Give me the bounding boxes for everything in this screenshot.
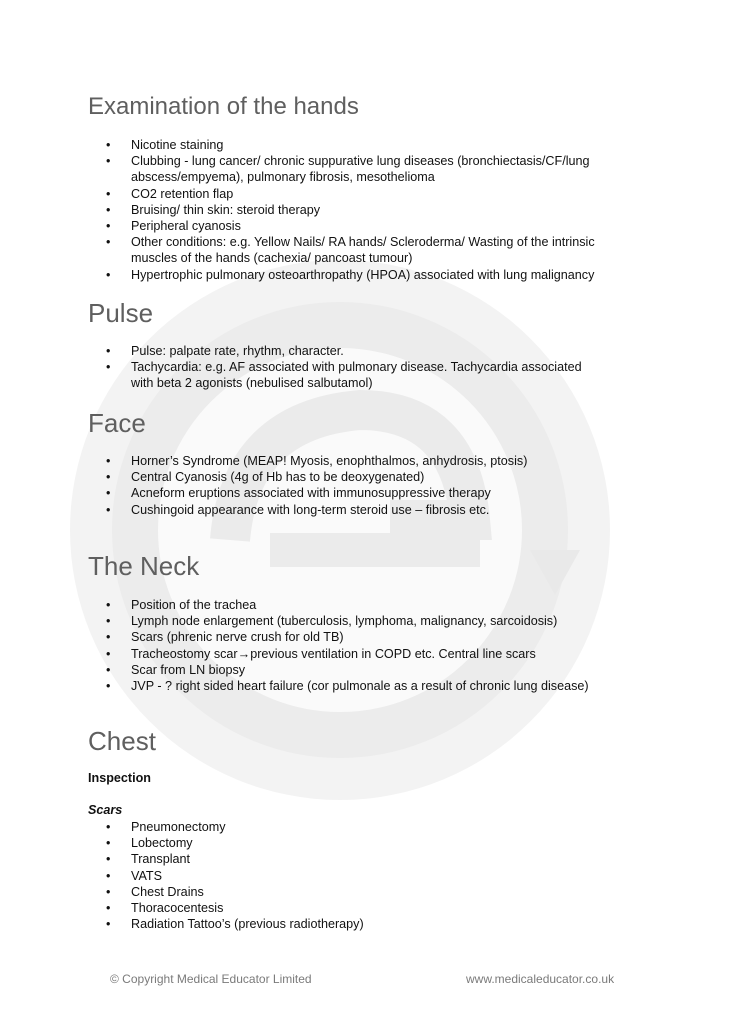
bullet: • xyxy=(106,630,111,645)
section-title-hands: Examination of the hands xyxy=(88,93,359,120)
list-item: • Radiation Tattoo’s (previous radiotherapy) xyxy=(106,917,364,932)
list-item-continuation: muscles of the hands (cachexia/ pancoast tumour) xyxy=(131,251,413,266)
section-title-chest: Chest xyxy=(88,726,156,756)
bullet: • xyxy=(106,868,111,883)
list-item: • Horner’s Syndrome (MEAP! Myosis, enophthalmos, anhydrosis, ptosis) xyxy=(106,454,528,468)
list-item: • Central Cyanosis (4g of Hb has to be deoxygenated) xyxy=(106,470,425,485)
neck-list xyxy=(0,597,640,694)
list-item: • Scar from LN biopsy xyxy=(106,662,246,677)
list-item: • CO2 retention flap xyxy=(106,186,234,201)
bullet: • xyxy=(106,901,111,916)
hands-list xyxy=(0,137,640,283)
bullet: • xyxy=(106,820,111,834)
bullet: • xyxy=(106,219,111,234)
section-title-neck: The Neck xyxy=(88,551,200,581)
list-item: • JVP - ? right sided heart failure (cor pulmonale as a result of chronic lung disease) xyxy=(106,679,589,694)
bullet: • xyxy=(106,502,111,517)
bullet: • xyxy=(106,454,111,468)
bullet: • xyxy=(106,884,111,899)
list-item: • Tracheostomy scar→previous ventilation in COPD etc. Central line scars xyxy=(106,646,536,661)
bullet: • xyxy=(106,662,111,677)
list-item: • Lobectomy xyxy=(106,836,193,851)
bullet: • xyxy=(106,235,111,250)
list-item-continuation: with beta 2 agonists (nebulised salbutamol) xyxy=(131,376,373,391)
list-item: • Pneumonectomy xyxy=(106,820,226,834)
bullet: • xyxy=(106,917,111,932)
list-item-continuation: abscess/empyema), pulmonary fibrosis, mesothelioma xyxy=(131,170,435,185)
scars-list xyxy=(0,819,640,932)
list-item: • Lymph node enlargement (tuberculosis, lymphoma, malignancy, sarcoidosis) xyxy=(106,614,558,629)
section-title-pulse: Pulse xyxy=(88,298,154,328)
list-item: • Chest Drains xyxy=(106,884,204,899)
list-item: • Hypertrophic pulmonary osteoarthropathy (HPOA) associated with lung malignancy xyxy=(106,267,595,282)
bullet: • xyxy=(106,646,111,661)
bullet: • xyxy=(106,267,111,282)
bullet: • xyxy=(106,679,111,694)
list-item: • Nicotine staining xyxy=(106,138,224,152)
bullet: • xyxy=(106,836,111,851)
list-item: • Peripheral cyanosis xyxy=(106,219,241,234)
section-title-face: Face xyxy=(88,408,146,438)
list-item: • Transplant xyxy=(106,852,191,867)
face-list xyxy=(0,453,640,518)
footer-website-link[interactable]: www.medicaleducator.co.uk xyxy=(466,972,615,986)
list-item: • Clubbing - lung cancer/ chronic suppurative lung diseases (bronchiectasis/CF/lung xyxy=(106,154,590,169)
bullet: • xyxy=(106,202,111,217)
list-item: • Thoracocentesis xyxy=(106,901,224,916)
bullet: • xyxy=(106,614,111,629)
pulse-list xyxy=(0,343,640,392)
list-item: • Other conditions: e.g. Yellow Nails/ RA hands/ Scleroderma/ Wasting of the intrinsic xyxy=(106,235,595,250)
bullet: • xyxy=(106,486,111,501)
list-item: • Tachycardia: e.g. AF associated with pulmonary disease. Tachycardia associated xyxy=(106,360,582,375)
bullet: • xyxy=(106,344,111,358)
list-item: • Acneform eruptions associated with immunosuppressive therapy xyxy=(106,486,491,501)
scars-heading: Scars xyxy=(88,803,123,817)
bullet: • xyxy=(106,852,111,867)
bullet: • xyxy=(106,470,111,485)
list-item: • VATS xyxy=(106,868,163,883)
bullet: • xyxy=(106,154,111,169)
footer-copyright: © Copyright Medical Educator Limited xyxy=(110,972,312,986)
list-item: • Position of the trachea xyxy=(106,598,257,612)
bullet: • xyxy=(106,360,111,375)
list-item: • Bruising/ thin skin: steroid therapy xyxy=(106,202,320,217)
bullet: • xyxy=(106,598,111,612)
inspection-heading: Inspection xyxy=(88,771,151,785)
bullet: • xyxy=(106,138,111,152)
list-item: • Pulse: palpate rate, rhythm, character. xyxy=(106,344,344,358)
bullet: • xyxy=(106,186,111,201)
list-item: • Cushingoid appearance with long-term steroid use – fibrosis etc. xyxy=(106,502,490,517)
list-item: • Scars (phrenic nerve crush for old TB) xyxy=(106,630,344,645)
